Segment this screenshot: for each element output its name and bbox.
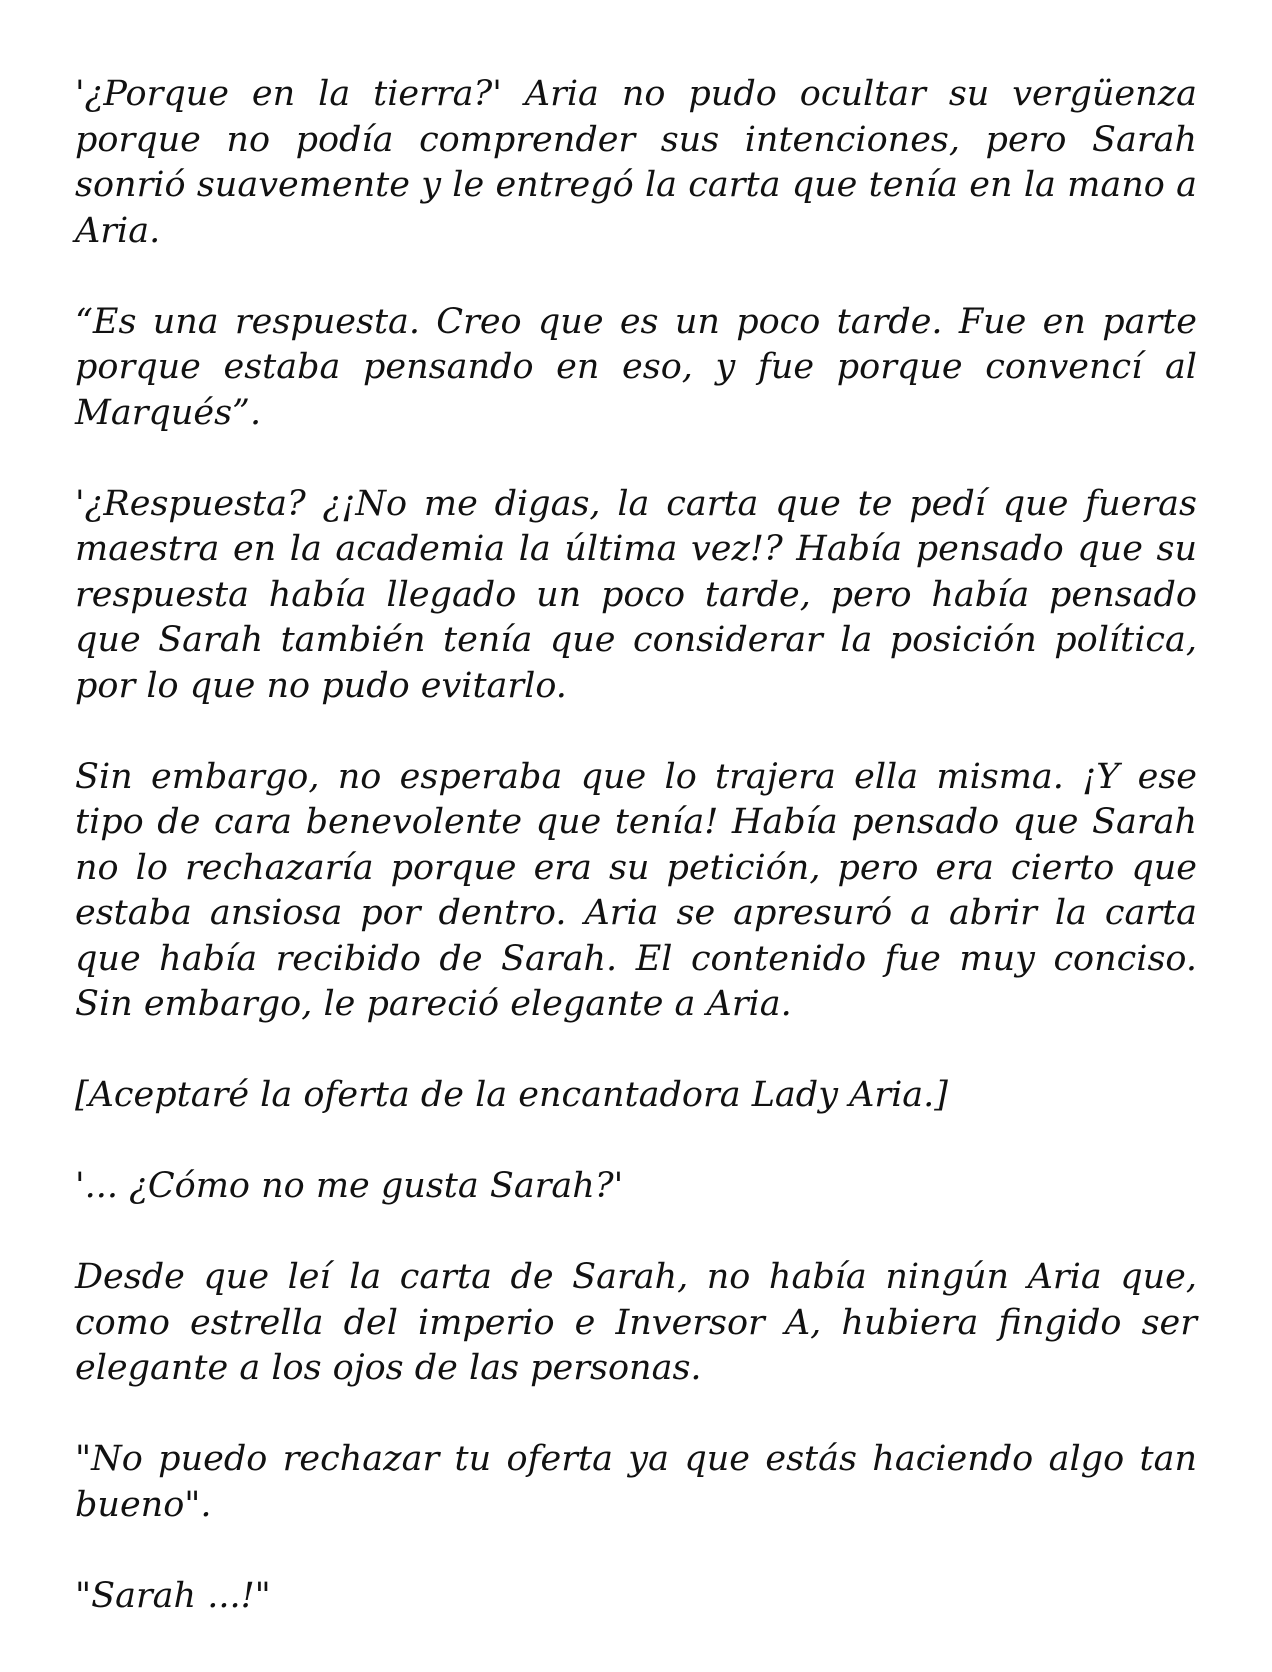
paragraph-2: “Es una respuesta. Creo que es un poco tarde. Fue en parte porque estaba pensando en eso, y fue porque convencí al Marqués”. [75, 301, 1197, 433]
paragraph-1: '¿Porque en la tierra?' Aria no pudo ocultar su vergüenza porque no podía comprender sus intenciones, pero Sarah sonrió suavemente y le entregó la carta que tenía en la mano a Aria. [75, 74, 1197, 251]
paragraph-8: "No puedo rechazar tu oferta ya que estás haciendo algo tan bueno". [75, 1439, 1197, 1525]
paragraph-5: [Aceptaré la oferta de la encantadora Lady Aria.] [75, 1075, 948, 1115]
paragraph-9: "Sarah ...!" [75, 1575, 271, 1616]
paragraph-7: Desde que leí la carta de Sarah, no había ningún Aria que, como estrella del imperio e Inversor A, hubiera fingido ser elegante a los ojos de las personas. [75, 1257, 1197, 1388]
paragraph-6: '... ¿Cómo no me gusta Sarah?' [75, 1166, 624, 1206]
paragraph-4: Sin embargo, no esperaba que lo trajera ella misma. ¡Y ese tipo de cara benevolente que tenía! Había pensado que Sarah no lo rechazaría porque era su petición, pero era cierto que estaba ansiosa por dentro. Aria se apresuró a abrir la carta que había recibido de Sarah. El contenido fue muy conciso. Sin embargo, le pareció elegante a Aria. [75, 756, 1197, 1024]
paragraph-3: '¿Respuesta? ¿¡No me digas, la carta que te pedí que fueras maestra en la academia la última vez!? Había pensado que su respuesta había llegado un poco tarde, pero había pensado que Sarah también tenía que considerar la posición política, por lo que no pudo evitarlo. [75, 483, 1197, 706]
